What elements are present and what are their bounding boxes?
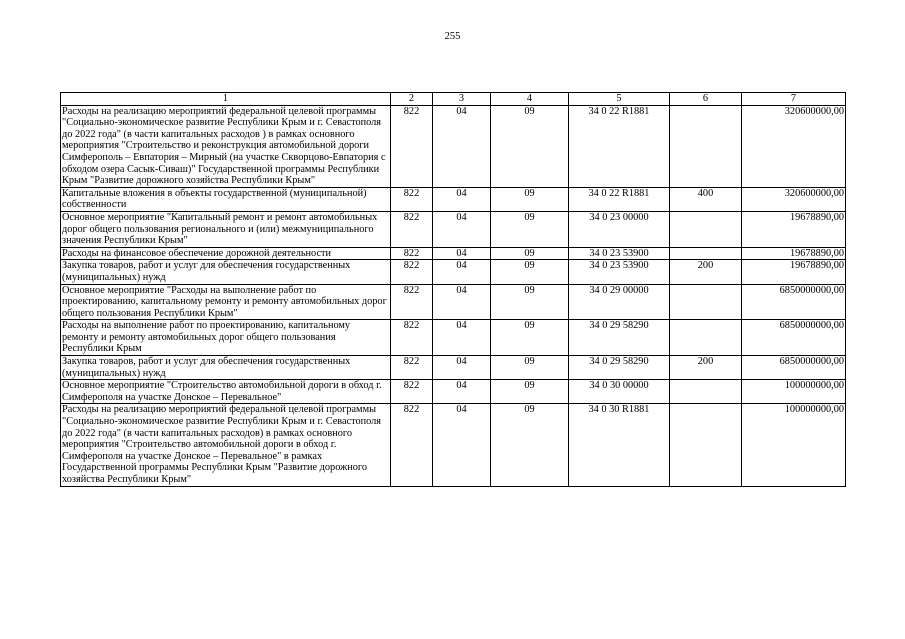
code-expense-type: 200 [670, 260, 742, 284]
amount: 19678890,00 [742, 247, 846, 260]
table-row [61, 284, 846, 320]
row-name: Основное мероприятие "Капитальный ремонт и ремонт автомобильных дорог общего пользования регионального и (или) межмуниципального значения Республики Крым" [61, 211, 391, 247]
code-target: 34 0 23 00000 [569, 211, 670, 247]
code-ministry: 822 [391, 380, 433, 404]
table-row [61, 404, 846, 486]
header-row [61, 93, 846, 106]
code-ministry: 822 [391, 260, 433, 284]
code-expense-type: 400 [670, 187, 742, 211]
code-expense-type [670, 284, 742, 320]
code-ministry: 822 [391, 356, 433, 380]
code-ministry: 822 [391, 284, 433, 320]
code-subsection: 09 [491, 105, 569, 187]
row-name: Закупка товаров, работ и услуг для обеспечения государственных (муниципальных) нужд [61, 260, 391, 284]
code-target: 34 0 22 R1881 [569, 105, 670, 187]
code-subsection: 09 [491, 187, 569, 211]
column-header: 2 [391, 93, 433, 106]
code-section: 04 [433, 320, 491, 356]
amount: 19678890,00 [742, 211, 846, 247]
table-row [61, 320, 846, 356]
column-header: 5 [569, 93, 670, 106]
row-name: Расходы на реализацию мероприятий федеральной целевой программы "Социально-экономическое развитие Республики Крым и г. Севастополя до 2022 года" (в части капитальных расходов ) в рамках основного мероприятия "Строительство и реконструкция автомобильной дороги Симферополь – Евпатория – Мирный (на участке Скворцово-Евпатория с обходом озера Сасык-Сиваш)" Государственной программы Республики Крым "Развитие дорожного хозяйства Республики Крым" [61, 105, 391, 187]
code-section: 04 [433, 211, 491, 247]
amount: 19678890,00 [742, 260, 846, 284]
code-target: 34 0 22 R1881 [569, 187, 670, 211]
code-expense-type [670, 404, 742, 486]
table-row [61, 247, 846, 260]
amount: 6850000000,00 [742, 284, 846, 320]
code-ministry: 822 [391, 187, 433, 211]
code-expense-type [670, 211, 742, 247]
amount: 320600000,00 [742, 105, 846, 187]
code-ministry: 822 [391, 105, 433, 187]
code-section: 04 [433, 404, 491, 486]
code-section: 04 [433, 187, 491, 211]
code-section: 04 [433, 356, 491, 380]
table-row [61, 187, 846, 211]
code-subsection: 09 [491, 247, 569, 260]
amount: 6850000000,00 [742, 356, 846, 380]
code-ministry: 822 [391, 320, 433, 356]
code-section: 04 [433, 380, 491, 404]
code-target: 34 0 30 00000 [569, 380, 670, 404]
code-target: 34 0 29 58290 [569, 356, 670, 380]
code-subsection: 09 [491, 356, 569, 380]
amount: 320600000,00 [742, 187, 846, 211]
code-target: 34 0 29 58290 [569, 320, 670, 356]
column-header: 7 [742, 93, 846, 106]
column-header: 3 [433, 93, 491, 106]
code-expense-type [670, 380, 742, 404]
column-header: 4 [491, 93, 569, 106]
code-expense-type [670, 105, 742, 187]
row-name: Основное мероприятие "Расходы на выполнение работ по проектированию, капитальному ремонту и ремонту автомобильных дорог общего пользования Республики Крым" [61, 284, 391, 320]
row-name: Расходы на реализацию мероприятий федеральной целевой программы "Социально-экономическое развитие Республики Крым и г. Севастополя до 2022 года" (в части капитальных расходов) в рамках основного мероприятия "Строительство автомобильной дороги в обход г. Симферополя на участке Донское – Перевальное" в рамках Государственной программы Республики Крым "Развитие дорожного хозяйства Республики Крым" [61, 404, 391, 486]
row-name: Расходы на выполнение работ по проектированию, капитальному ремонту и ремонту автомобильных дорог общего пользования Республики Крым [61, 320, 391, 356]
code-target: 34 0 23 53900 [569, 260, 670, 284]
code-subsection: 09 [491, 211, 569, 247]
code-subsection: 09 [491, 404, 569, 486]
code-ministry: 822 [391, 211, 433, 247]
code-ministry: 822 [391, 404, 433, 486]
column-header: 6 [670, 93, 742, 106]
code-target: 34 0 29 00000 [569, 284, 670, 320]
code-section: 04 [433, 247, 491, 260]
budget-table [60, 92, 846, 487]
row-name: Расходы на финансовое обеспечение дорожной деятельности [61, 247, 391, 260]
page-number: 255 [444, 31, 461, 42]
code-subsection: 09 [491, 260, 569, 284]
amount: 100000000,00 [742, 380, 846, 404]
code-ministry: 822 [391, 247, 433, 260]
column-header: 1 [61, 93, 391, 106]
code-section: 04 [433, 105, 491, 187]
table-row [61, 380, 846, 404]
table-row [61, 260, 846, 284]
amount: 6850000000,00 [742, 320, 846, 356]
code-section: 04 [433, 284, 491, 320]
code-section: 04 [433, 260, 491, 284]
row-name: Основное мероприятие "Строительство автомобильной дороги в обход г. Симферополя на участке Донское – Перевальное" [61, 380, 391, 404]
code-target: 34 0 30 R1881 [569, 404, 670, 486]
amount: 100000000,00 [742, 404, 846, 486]
code-expense-type [670, 320, 742, 356]
code-subsection: 09 [491, 284, 569, 320]
table-row [61, 105, 846, 187]
row-name: Закупка товаров, работ и услуг для обеспечения государственных (муниципальных) нужд [61, 356, 391, 380]
table-row [61, 211, 846, 247]
row-name: Капитальные вложения в объекты государственной (муниципальной) собственности [61, 187, 391, 211]
code-subsection: 09 [491, 380, 569, 404]
code-expense-type: 200 [670, 356, 742, 380]
code-expense-type [670, 247, 742, 260]
code-subsection: 09 [491, 320, 569, 356]
code-target: 34 0 23 53900 [569, 247, 670, 260]
table-row [61, 356, 846, 380]
